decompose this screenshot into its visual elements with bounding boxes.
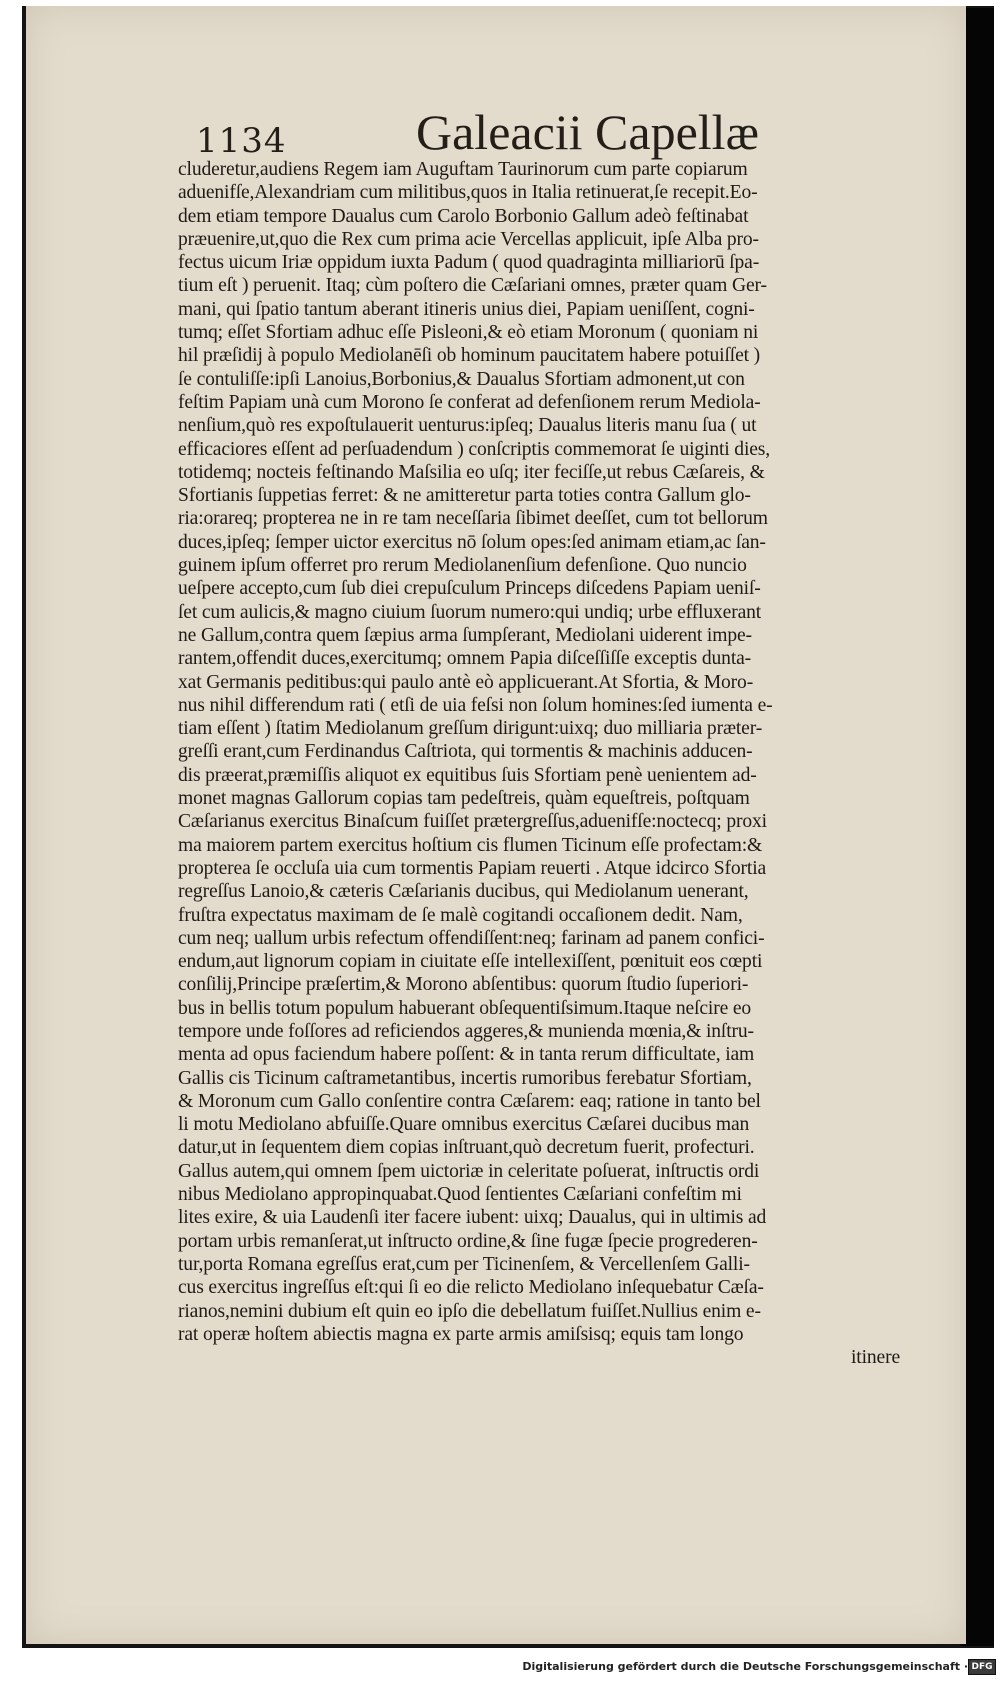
text-line: aduenifſe,Alexandriam cum militibus,quos in Italia retinuerat,ſe recepit.Eo- xyxy=(178,182,758,204)
text-line: mani, qui ſpatio tantum aberant itineris unius diei, Papiam ueniſſent, cogni- xyxy=(178,298,755,320)
text-line: ne Gallum,contra quem ſæpius arma ſumpſerant, Mediolani uiderent impe- xyxy=(178,624,752,646)
text-line: cum neq; uallum urbis refectum offendiſſent:neq; farinam ad panem confici- xyxy=(178,927,765,949)
text-line: efficaciores eſſent ad perſuadendum ) conſcriptis commemorat ſe uiginti dies, xyxy=(178,438,771,460)
text-line: monet magnas Gallorum copias tam pedeſtreis, quàm equeſtreis, poſtquam xyxy=(178,788,750,810)
text-line: guinem ipſum offerret pro rerum Mediolanenſium defenſione. Quo nuncio xyxy=(178,555,747,577)
text-line: rianos,nemini dubium eſt quin eo ipſo die debellatum fuiſſet.Nullius enim e- xyxy=(178,1300,761,1322)
text-line: fectus uicum Iriæ oppidum iuxta Padum ( quod quadraginta milliariorū ſpa- xyxy=(178,252,760,274)
text-line: bus in bellis totum populum habuerant obſequentiſsimum.Itaque neſcire eo xyxy=(178,997,752,1019)
text-line: hil præſidij à populo Mediolanēſi ob hominum paucitatem habere potuiſſet ) xyxy=(178,345,761,367)
page-number: 1134 xyxy=(196,121,287,161)
body-text xyxy=(178,158,924,1369)
page-header-title: Galeacii Capellæ xyxy=(416,104,759,160)
text-line: regreſſus Lanoio,& cæteris Cæſarianis ducibus, qui Mediolanum uenerant, xyxy=(178,881,749,903)
text-line: ma maiorem partem exercitus hoſtium cis flumen Ticinum eſſe profectam:& xyxy=(178,834,763,856)
text-line: tiam eſſent ) ſtatim Mediolanum greſſum dirigunt:uixq; duo milliaria præter- xyxy=(178,718,763,740)
text-line: ſe contuliſſe:ipſi Lanoius,Borbonius,& Daualus Sfortiam admonent,ut con xyxy=(178,368,745,390)
text-line: tumq; eſſet Sfortiam adhuc eſſe Pisleoni,& eò etiam Moronum ( quoniam ni xyxy=(178,322,759,344)
dfg-logo-text: DFG xyxy=(971,1662,993,1672)
text-line: Cæſarianus exercitus Binaſcum fuiſſet prætergreſſus,aduenifſe:noctecq; proxi xyxy=(178,811,767,833)
text-line: datur,ut in ſequentem diem copias inſtruant,quò decretum fuerit, profecturi. xyxy=(178,1137,755,1159)
text-line: tur,porta Romana egreſſus erat,cum per Ticinenſem, & Vercellenſem Galli- xyxy=(178,1253,750,1275)
text-line: duces,ipſeq; ſemper uictor exercitus nō ſolum opes:ſed animam etiam,ac ſan- xyxy=(178,531,766,553)
text-line: propterea ſe occluſa uia cum tormentis Papiam reuerti . Atque idcirco Sfortia xyxy=(178,857,767,879)
text-line: menta ad opus faciendum habere poſſent: & in tanta rerum difficultate, iam xyxy=(178,1044,755,1066)
text-line: itinere xyxy=(851,1347,900,1369)
text-line: rantem,offendit duces,exercitumq; omnem Papia diſceſſiſſe exceptis dunta- xyxy=(178,648,752,670)
text-line: Gallus autem,qui omnem ſpem uictoriæ in celeritate poſuerat, inſtructis ordi xyxy=(178,1160,760,1182)
text-line: ſet cum aulicis,& magno ciuium ſuorum numero:qui undiq; urbe effluxerant xyxy=(178,601,762,623)
text-line: endum,aut lignorum copiam in ciuitate eſſe intellexiſſent, pœnituit eos cœpti xyxy=(178,951,763,973)
text-line: lites exire, & uia Laudenſi iter facere iubent: uixq; Daualus, qui in ultimis ad xyxy=(178,1207,767,1229)
text-line: totidemq; nocteis feſtinando Maſsilia eo uſq; iter feciſſe,ut rebus Cæſareis, & xyxy=(178,461,765,483)
text-line: nibus Mediolano appropinquabat.Quod ſentientes Cæſariani confeſtim mi xyxy=(178,1184,742,1206)
text-line: fruſtra expectatus maximam de ſe malè cogitandi occaſionem dedit. Nam, xyxy=(178,904,743,926)
text-line: nus nihil differendum rati ( etſi de uia feſsi non ſolum homines:ſed iumenta e- xyxy=(178,694,773,716)
text-line: nenſium,quò res expoſtulauerit uenturus:ipſeq; Daualus literis manu ſua ( ut xyxy=(178,415,757,437)
text-line: conſilij,Principe præſertim,& Morono abſentibus: quorum ſtudio ſuperiori- xyxy=(178,974,749,996)
text-line: portam urbis remanſerat,ut inſtructo ordine,& ſine fugæ ſpecie progrederen- xyxy=(178,1230,758,1252)
text-line: cluderetur,audiens Regem iam Auguftam Taurinorum cum parte copiarum xyxy=(178,159,748,180)
text-line: Gallis cis Ticinum caſtrametantibus, incertis rumoribus ferebatur Sfortiam, xyxy=(178,1067,752,1089)
text-line: cus exercitus ingreſſus eſt:qui ſi eo die relicto Mediolano inſequebatur Cæſa- xyxy=(178,1277,764,1299)
text-line: feſtim Papiam unà cum Morono ſe conferat ad defenſionem rerum Mediola- xyxy=(178,391,761,413)
text-line: xat Germanis peditibus:qui paulo antè eò applicuerant.At Sfortia, & Moro- xyxy=(178,671,754,693)
text-line: li motu Mediolano abfuiſſe.Quare omnibus exercitus Cæſarei ducibus man xyxy=(178,1114,750,1136)
text-line: tium eſt ) peruenit. Itaq; cùm poſtero die Cæſariani omnes, præter quam Ger- xyxy=(178,275,767,297)
footer-bar xyxy=(0,1650,1000,1683)
footer-credit: Digitalisierung gefördert durch die Deutsche Forschungsgemeinschaft · xyxy=(522,1660,968,1673)
text-line: Sfortianis ſuppetias ferret: & ne amitteretur parta toties contra Gallum glo- xyxy=(178,485,751,507)
text-line: dem etiam tempore Daualus cum Carolo Borbonio Gallum adeò feſtinabat xyxy=(178,205,749,227)
text-line: dis præerat,præmiſſis aliquot ex equitibus ſuis Sfortiam penè uenientem ad- xyxy=(178,764,757,786)
dfg-logo-icon xyxy=(968,1659,996,1675)
text-line: præuenire,ut,quo die Rex cum prima acie Vercellas applicuit, ipſe Alba pro- xyxy=(178,228,759,250)
text-line: ria:orareq; propterea ne in re tam neceſſaria ſibimet deeſſet, cum tot bellorum xyxy=(178,508,768,530)
text-line: ueſpere accepto,cum ſub diei crepuſculum Princeps diſcedens Papiam ueniſ- xyxy=(178,578,761,600)
running-head xyxy=(26,103,966,163)
text-line: greſſi erant,cum Ferdinandus Caſtriota, qui tormentis & machinis adducen- xyxy=(178,741,753,763)
text-line: tempore unde foſſores ad reficiendos aggeres,& munienda mœnia,& inſtru- xyxy=(178,1020,754,1042)
text-line: & Moronum cum Gallo conſentire contra Cæſarem: eaq; ratione in tanto bel xyxy=(178,1090,761,1112)
text-line: rat operæ hoſtem abiectis magna ex parte armis amiſsisq; equis tam longo xyxy=(178,1323,744,1345)
